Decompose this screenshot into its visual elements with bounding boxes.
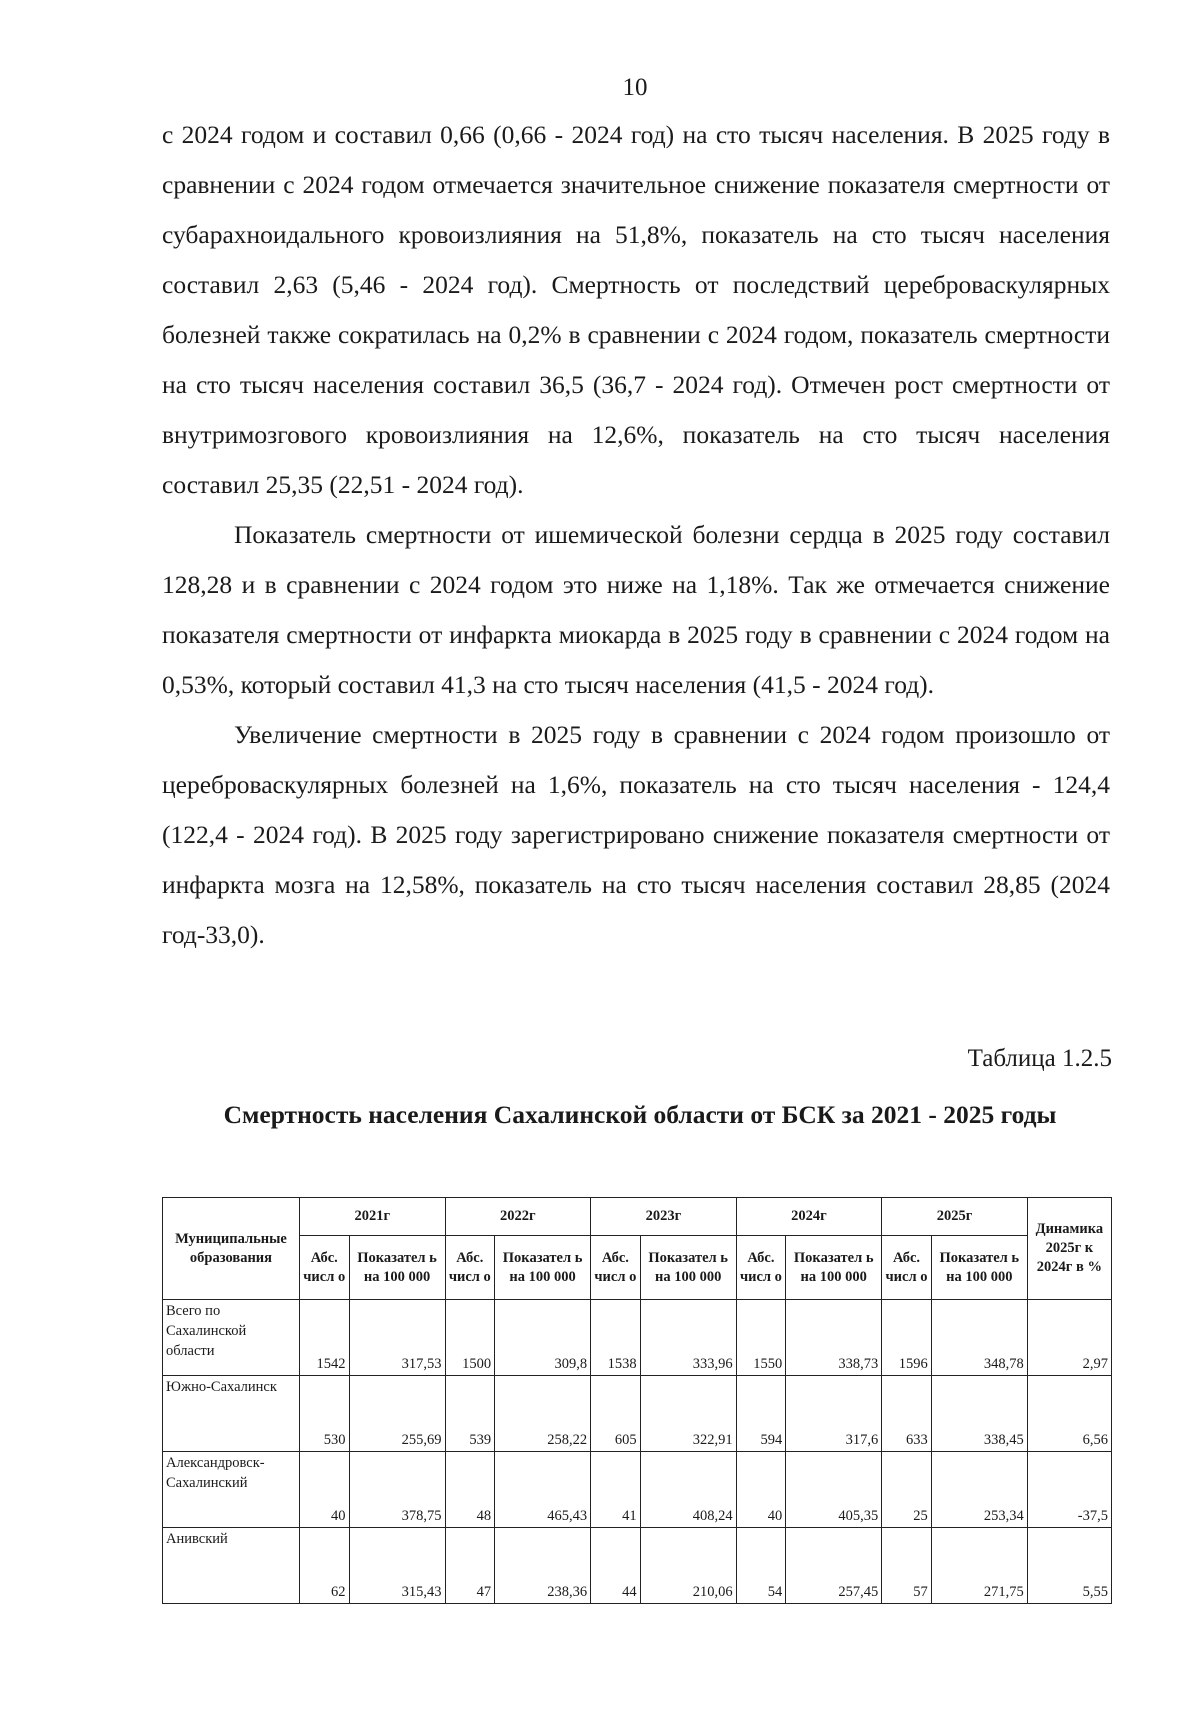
table-row <box>163 1452 1112 1528</box>
table-cell: 62 <box>299 1528 349 1604</box>
rate-header: Показател ь на 100 000 <box>349 1236 445 1300</box>
abs-header: Абс. числ о <box>736 1236 786 1300</box>
table-cell: 338,45 <box>931 1376 1027 1452</box>
table-cell: 238,36 <box>495 1528 591 1604</box>
paragraph-1: с 2024 годом и составил 0,66 (0,66 - 2024 год) на сто тысяч населения. В 2025 году в сравнении с 2024 годом отмечается значительное снижение показателя смертности от субарахноидального кровоизлияния на 51,8%, показатель на сто тысяч населения составил 2,63 (5,46 - 2024 год). Смертность от последствий цереброваскулярных болезней также сократилась на 0,2% в сравнении с 2024 годом, показатель смертности на сто тысяч населения составил 36,5 (36,7 - 2024 год). Отмечен рост смертности от внутримозгового кровоизлияния на 12,6%, показатель на сто тысяч населения составил 25,35 (22,51 - 2024 год). <box>162 120 1110 499</box>
table-title: Смертность населения Сахалинской области от БСК за 2021 - 2025 годы <box>223 1100 1057 1129</box>
table-cell: 40 <box>299 1452 349 1528</box>
table-cell: 405,35 <box>786 1452 882 1528</box>
rate-header: Показател ь на 100 000 <box>931 1236 1027 1300</box>
abs-header: Абс. числ о <box>445 1236 495 1300</box>
table-cell: 1542 <box>299 1300 349 1376</box>
table-cell: 253,34 <box>931 1452 1027 1528</box>
table-cell: 210,06 <box>640 1528 736 1604</box>
table-cell: 1596 <box>882 1300 932 1376</box>
table-cell: 317,53 <box>349 1300 445 1376</box>
table-cell: 348,78 <box>931 1300 1027 1376</box>
table-cell: 315,43 <box>349 1528 445 1604</box>
table-cell: 25 <box>882 1452 932 1528</box>
table-cell: 338,73 <box>786 1300 882 1376</box>
municipality-header: Муниципальные образования <box>163 1198 300 1300</box>
table-header-row-years <box>163 1198 1112 1236</box>
table-cell: 48 <box>445 1452 495 1528</box>
table-cell: 317,6 <box>786 1376 882 1452</box>
table-cell: 271,75 <box>931 1528 1027 1604</box>
table-cell: 54 <box>736 1528 786 1604</box>
table-cell: 465,43 <box>495 1452 591 1528</box>
rate-header: Показател ь на 100 000 <box>495 1236 591 1300</box>
municipality-name: Анивский <box>163 1528 300 1604</box>
year-header-2021: 2021г <box>299 1198 445 1236</box>
table-cell: 539 <box>445 1376 495 1452</box>
table-row <box>163 1528 1112 1604</box>
table-cell: 633 <box>882 1376 932 1452</box>
table-cell: 258,22 <box>495 1376 591 1452</box>
table-cell: 2,97 <box>1027 1300 1111 1376</box>
table-caption: Таблица 1.2.5 <box>967 1045 1112 1072</box>
abs-header: Абс. числ о <box>299 1236 349 1300</box>
year-header-2022: 2022г <box>445 1198 591 1236</box>
table-cell: 378,75 <box>349 1452 445 1528</box>
table-header-row-measures <box>163 1236 1112 1300</box>
municipality-name: Александровск-Сахалинский <box>163 1452 300 1528</box>
page-number: 10 <box>622 74 648 101</box>
year-header-2025: 2025г <box>882 1198 1028 1236</box>
rate-header: Показател ь на 100 000 <box>640 1236 736 1300</box>
table-cell: 530 <box>299 1376 349 1452</box>
table-row <box>163 1376 1112 1452</box>
mortality-table <box>162 1197 1112 1604</box>
paragraph-2: Показатель смертности от ишемической болезни сердца в 2025 году составил 128,28 и в сравнении с 2024 годом это ниже на 1,18%. Так же отмечается снижение показателя смертности от инфаркта миокарда в 2025 году в сравнении с 2024 годом на 0,53%, который составил 41,3 на сто тысяч населения (41,5 - 2024 год). <box>162 520 1110 699</box>
table-cell: 41 <box>591 1452 641 1528</box>
municipality-name: Южно-Сахалинск <box>163 1376 300 1452</box>
table-cell: 5,55 <box>1027 1528 1111 1604</box>
table-cell: 605 <box>591 1376 641 1452</box>
table-cell: 255,69 <box>349 1376 445 1452</box>
abs-header: Абс. числ о <box>591 1236 641 1300</box>
municipality-name: Всего по Сахалинской области <box>163 1300 300 1376</box>
abs-header: Абс. числ о <box>882 1236 932 1300</box>
table-cell: 40 <box>736 1452 786 1528</box>
table-cell: 594 <box>736 1376 786 1452</box>
year-header-2024: 2024г <box>736 1198 882 1236</box>
table-cell: 333,96 <box>640 1300 736 1376</box>
table-cell: -37,5 <box>1027 1452 1111 1528</box>
table-cell: 1550 <box>736 1300 786 1376</box>
table-cell: 309,8 <box>495 1300 591 1376</box>
table-cell: 57 <box>882 1528 932 1604</box>
dynamics-header: Динамика 2025г к 2024г в % <box>1027 1198 1111 1300</box>
table-cell: 47 <box>445 1528 495 1604</box>
table-cell: 257,45 <box>786 1528 882 1604</box>
table-cell: 1500 <box>445 1300 495 1376</box>
body-text <box>162 110 1110 960</box>
rate-header: Показател ь на 100 000 <box>786 1236 882 1300</box>
table-row <box>163 1300 1112 1376</box>
table-cell: 1538 <box>591 1300 641 1376</box>
table-cell: 408,24 <box>640 1452 736 1528</box>
paragraph-3: Увеличение смертности в 2025 году в сравнении с 2024 годом произошло от цереброваскулярных болезней на 1,6%, показатель на сто тысяч населения - 124,4 (122,4 - 2024 год). В 2025 году зарегистрировано снижение показателя смертности от инфаркта мозга на 12,58%, показатель на сто тысяч населения составил 28,85 (2024 год-33,0). <box>162 720 1110 949</box>
table-cell: 44 <box>591 1528 641 1604</box>
table-cell: 6,56 <box>1027 1376 1111 1452</box>
table-cell: 322,91 <box>640 1376 736 1452</box>
year-header-2023: 2023г <box>591 1198 737 1236</box>
